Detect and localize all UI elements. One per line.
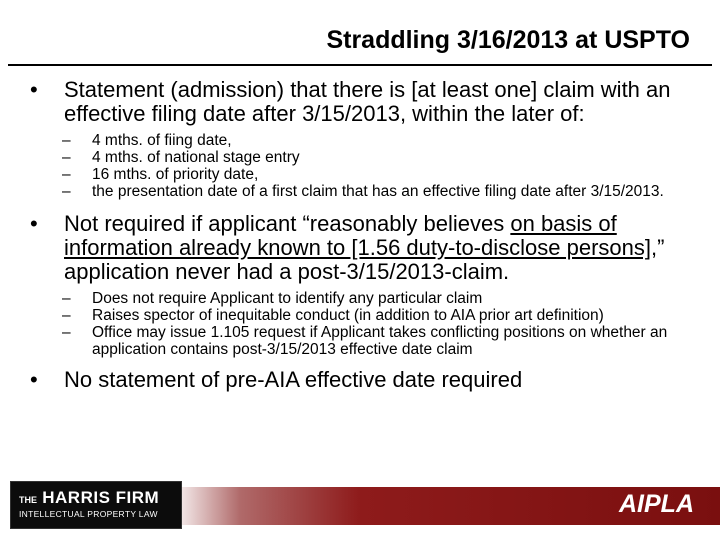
sub-item-text: Office may issue 1.105 request if Applicant takes conflicting positions on whether an application contains post-3/15/2013 effective date claim xyxy=(92,324,668,358)
dash-marker: – xyxy=(62,324,71,341)
dash-marker: – xyxy=(62,183,71,200)
slide-title: Straddling 3/16/2013 at USPTO xyxy=(326,26,690,54)
sub-item xyxy=(62,183,700,200)
bullet-not-required xyxy=(28,212,700,284)
bullet-statement xyxy=(28,78,700,126)
sub-item xyxy=(62,307,700,324)
sub-item-text: Raises spector of inequitable conduct (in addition to AIA prior art definition) xyxy=(92,307,604,324)
aipla-brand: AIPLA xyxy=(619,490,694,518)
dash-marker: – xyxy=(62,290,71,307)
sub-item xyxy=(62,290,700,307)
dash-marker: – xyxy=(62,307,71,324)
dash-marker: – xyxy=(62,132,71,149)
dash-marker: – xyxy=(62,166,71,183)
bullet-text-pre: Not required if applicant “reasonably believes xyxy=(64,211,511,236)
logo-the: THE xyxy=(19,495,37,505)
title-divider xyxy=(8,64,712,66)
bullet-marker: • xyxy=(30,77,38,102)
sub-item xyxy=(62,132,700,149)
dash-marker: – xyxy=(62,149,71,166)
logo-subtitle: INTELLECTUAL PROPERTY LAW xyxy=(19,509,158,519)
bullet-text-post: ,” application never had a post-3/15/2013-claim. xyxy=(64,235,665,284)
bullet-text xyxy=(64,212,700,284)
sub-item-text: 4 mths. of fiing date, xyxy=(92,132,232,149)
sub-item xyxy=(62,324,700,358)
sub-item xyxy=(62,166,700,183)
bullet-no-statement xyxy=(28,368,700,392)
sub-item xyxy=(62,149,700,166)
harris-firm-logo xyxy=(10,481,182,529)
bullet-text: No statement of pre-AIA effective date required xyxy=(64,367,523,392)
sub-list-deadlines xyxy=(62,132,700,200)
bullet-text-underlined: on basis of information already known to [1.56 duty-to-disclose persons] xyxy=(64,211,651,260)
slide-content xyxy=(28,78,700,392)
sub-item-text: the presentation date of a first claim that has an effective filing date after 3/15/2013. xyxy=(92,183,664,200)
sub-item-text: 4 mths. of national stage entry xyxy=(92,149,300,166)
logo-name: HARRIS FIRM xyxy=(42,488,160,507)
bullet-marker: • xyxy=(30,211,38,236)
sub-item-text: Does not require Applicant to identify any particular claim xyxy=(92,290,483,307)
sub-item-text: 16 mths. of priority date, xyxy=(92,166,259,183)
bullet-text: Statement (admission) that there is [at least one] claim with an effective filing date after 3/15/2013, within the later of: xyxy=(64,77,671,126)
sub-list-notes xyxy=(62,290,700,358)
bullet-marker: • xyxy=(30,367,38,392)
